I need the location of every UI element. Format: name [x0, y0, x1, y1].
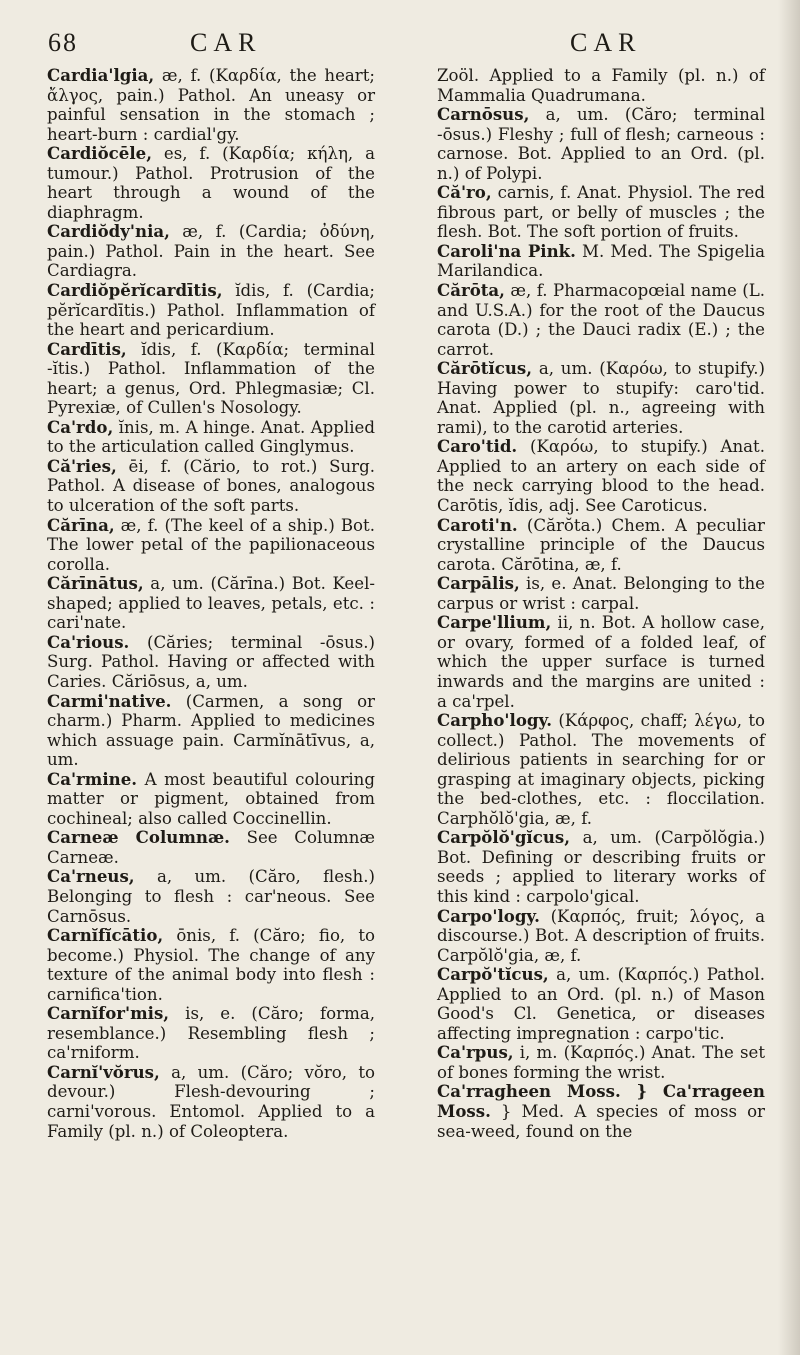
entry-headword: Caroli'na Pink. — [437, 240, 576, 261]
dictionary-entry — [47, 633, 375, 692]
entry-definition: a, um. (Carpŏlŏgia.) Bot. Defining or describing fruits or seeds ; applied to literary works of this kind : carpolo'gical. — [437, 828, 765, 906]
right-running-head: CAR — [570, 28, 642, 57]
dictionary-entry — [47, 574, 375, 633]
entry-definition: ĭnis, m. A hinge. Anat. Applied to the articulation called Ginglymus. — [47, 417, 375, 457]
entry-definition: ĭdis, f. (Καρδία; terminal -ĭtis.) Pathol. Inflammation of the heart; a genus, Ord. Phlegmasiæ; Cl. Pyrexiæ, of Cullen's Nosology. — [47, 339, 375, 418]
dictionary-entry — [437, 1082, 765, 1141]
entry-definition: See Columnæ Carneæ. — [47, 828, 375, 867]
dictionary-entry — [47, 418, 375, 457]
entry-headword: Caro'tid. — [437, 436, 518, 457]
entry-definition: a, um. (Căro; terminal -ōsus.) Fleshy ; full of flesh; carneous : carnose. Bot. Applied to an Ord. (pl. n.) of Polypi. — [437, 105, 765, 183]
entry-definition: i, m. (Καρπός.) Anat. The set of bones forming the wrist. — [437, 1043, 765, 1082]
page-header — [0, 20, 800, 60]
entry-headword: Carnĭfor'mis, — [47, 1003, 170, 1024]
page-edge-shadow — [778, 0, 800, 1355]
dictionary-entry — [437, 516, 765, 575]
entry-definition: (Carmen, a song or charm.) Pharm. Applied to medicines which assuage pain. Carmĭnātīvus, a, um. — [47, 691, 375, 770]
dictionary-entry — [437, 613, 765, 711]
dictionary-entry — [47, 692, 375, 770]
dictionary-entry — [437, 711, 765, 828]
entry-headword: Cărīna, — [47, 514, 115, 535]
entry-headword: Cardiŏpĕrĭcardītis, — [47, 280, 223, 301]
entry-definition: M. Med. The Spigelia Marilandica. — [437, 241, 766, 281]
dictionary-entry — [437, 359, 765, 437]
entry-definition: ōnis, f. (Căro; fio, to become.) Physiol. The change of any texture of the animal body into flesh : carnifica'tion. — [47, 926, 375, 1004]
entry-definition: ĭdis, f. (Cardia; pĕrĭcardītis.) Pathol. Inflammation of the heart and pericardium. — [47, 281, 375, 340]
dictionary-entry — [437, 281, 765, 359]
entry-definition: Zoöl. Applied to a Family (pl. n.) of Mammalia Quadrumana. — [437, 66, 765, 105]
entry-headword: Carneæ Columnæ. — [47, 827, 230, 848]
entry-definition: a, um. (Cărīna.) Bot. Keel-shaped; applied to leaves, petals, etc. : cari'nate. — [47, 574, 375, 633]
dictionary-entry — [437, 1043, 765, 1082]
dictionary-entry — [437, 437, 765, 515]
dictionary-entry — [47, 457, 375, 516]
entry-headword: Ca'rmine. — [47, 768, 138, 789]
entry-definition: ii, n. Bot. A hollow case, or ovary, formed of a folded leaf, of which the upper surface is turned inwards and the margins are united : a ca'rpel. — [437, 613, 765, 711]
entry-headword: Cărōtĭcus, — [437, 358, 533, 379]
dictionary-entry — [47, 516, 375, 575]
dictionary-entry — [437, 242, 765, 281]
entry-definition: A most beautiful colouring matter or pigment, obtained from cochineal; also called Coccinellin. — [47, 769, 375, 828]
entry-definition: æ, f. (Καρδία, the heart; ἄλγος, pain.) Pathol. An uneasy or painful sensation in the stomach ; heart-burn : cardial'gy. — [47, 66, 375, 144]
entry-headword: Ca'rpus, — [437, 1042, 514, 1063]
dictionary-entry — [47, 867, 375, 926]
entry-headword: Ca'rragheen Moss. } Ca'rrageen Moss. — [437, 1081, 765, 1121]
entry-definition: a, um. (Căro, flesh.) Belonging to flesh : car'neous. See Carnōsus. — [47, 867, 375, 926]
entry-headword: Carpho'logy. — [437, 710, 553, 731]
dictionary-entry — [47, 340, 375, 418]
entry-headword: Ca'rneus, — [47, 866, 135, 887]
dictionary-entry — [47, 770, 375, 829]
entry-headword: Ca'rdo, — [47, 416, 114, 437]
left-running-head: CAR — [190, 28, 262, 57]
dictionary-entry — [437, 907, 765, 966]
dictionary-entry — [47, 222, 375, 281]
entry-definition: is, e. (Căro; forma, resemblance.) Resembling flesh ; ca'rniform. — [47, 1004, 375, 1063]
dictionary-entry — [47, 1004, 375, 1063]
entry-headword: Carmi'native. — [47, 690, 172, 711]
entry-headword: Carpo'logy. — [437, 905, 540, 926]
page-number: 68 — [48, 28, 78, 57]
left-column — [47, 66, 375, 1141]
entry-definition: a, um. (Καρόω, to stupify.) Having power to stupify: caro'tid. Anat. Applied (pl. n., agreeing with rami), to the carotid arteries. — [437, 359, 765, 437]
entry-headword: Carpālis, — [437, 573, 520, 594]
entry-headword: Carpŏlŏ'gĭcus, — [437, 827, 571, 848]
entry-definition: is, e. Anat. Belonging to the carpus or wrist : carpal. — [437, 574, 765, 613]
dictionary-entry — [47, 281, 375, 340]
entry-headword: Cardiŏdy'nia, — [47, 221, 170, 242]
entry-definition: } Med. A species of moss or sea-weed, found on the — [437, 1101, 765, 1141]
entry-definition: (Κάρφος, chaff; λέγω, to collect.) Pathol. The movements of delirious patients in searching for or grasping at imaginary objects, picking the bed-clothes, etc. : floccilation. Carphŏlŏ'gia, æ, f. — [437, 711, 765, 828]
dictionary-entry — [437, 105, 765, 183]
entry-definition: (Καρπός, fruit; λόγος, a discourse.) Bot. A description of fruits. Carpŏlŏ'gia, æ, f. — [437, 906, 765, 965]
entry-headword: Cărōta, — [437, 280, 505, 301]
entry-headword: Carnĭ'vŏrus, — [47, 1061, 160, 1082]
entry-definition: a, um. (Căro; vŏro, to devour.) Flesh-devouring ; carni'vorous. Entomol. Applied to a Family (pl. n.) of Coleoptera. — [47, 1062, 375, 1141]
right-column — [437, 66, 765, 1141]
entry-headword: Că'ro, — [437, 182, 492, 203]
dictionary-entry — [437, 828, 765, 906]
entry-headword: Carpe'llium, — [437, 612, 552, 633]
dictionary-entry — [47, 1063, 375, 1141]
dictionary-entry — [47, 66, 375, 144]
entry-headword: Ca'rious. — [47, 631, 130, 652]
dictionary-entry — [47, 828, 375, 867]
entry-definition: carnis, f. Anat. Physiol. The red fibrous part, or belly of muscles ; the flesh. Bot. The soft portion of fruits. — [437, 183, 765, 242]
entry-headword: Cardītis, — [47, 338, 127, 359]
entry-headword: Carnōsus, — [437, 104, 530, 125]
dictionary-entry — [437, 66, 765, 105]
entry-headword: Cărīnātus, — [47, 573, 144, 594]
entry-headword: Cardia'lgia, — [47, 65, 155, 85]
entry-definition: a, um. (Καρπός.) Pathol. Applied to an Ord. (pl. n.) of Mason Good's Cl. Genetica, or diseases affecting impregnation : carpo'tic. — [437, 965, 765, 1043]
dictionary-entry — [437, 183, 765, 242]
dictionary-entry — [437, 574, 765, 613]
dictionary-entry — [437, 965, 765, 1043]
entry-definition: æ, f. Pharmacopœial name (L. and U.S.A.) for the root of the Daucus carota (D.) ; the Dauci radix (E.) ; the carrot. — [437, 281, 765, 359]
entry-definition: æ, f. (The keel of a ship.) Bot. The lower petal of the papilionaceous corolla. — [47, 515, 375, 574]
entry-definition: æ, f. (Cardia; ὀδύνη, pain.) Pathol. Pain in the heart. See Cardiagra. — [47, 222, 375, 281]
entry-headword: Cardiŏcēle, — [47, 143, 152, 164]
entry-definition: (Καρόω, to stupify.) Anat. Applied to an artery on each side of the neck carrying blood to the head. Carōtis, ĭdis, adj. See Caroticus. — [437, 437, 765, 516]
entry-headword: Carpŏ'tĭcus, — [437, 964, 549, 985]
dictionary-entry — [47, 144, 375, 222]
entry-definition: (Căries; terminal -ōsus.) Surg. Pathol. Having or affected with Caries. Căriōsus, a, um. — [47, 632, 375, 691]
entry-headword: Carnĭfĭcātio, — [47, 925, 164, 946]
dictionary-entry — [47, 926, 375, 1004]
entry-headword: Caroti'n. — [437, 514, 518, 535]
entry-definition: ēi, f. (Cărio, to rot.) Surg. Pathol. A disease of bones, analogous to ulceration of the soft parts. — [47, 456, 375, 516]
entry-definition: (Cărŏta.) Chem. A peculiar crystalline principle of the Daucus carota. Cărōtina, æ, f. — [437, 515, 765, 574]
entry-headword: Că'ries, — [47, 455, 117, 476]
entry-definition: es, f. (Καρδία; κήλη, a tumour.) Pathol. Protrusion of the heart through a wound of the diaphragm. — [47, 144, 375, 222]
